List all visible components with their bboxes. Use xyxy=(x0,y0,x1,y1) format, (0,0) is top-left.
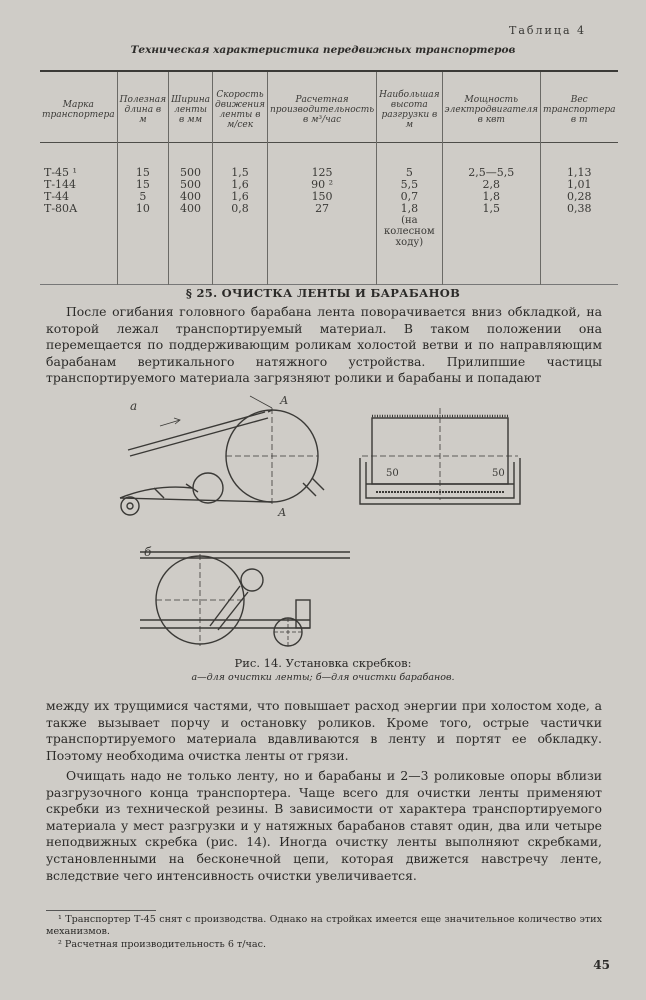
figure-caption: Рис. 14. Установка скребков: xyxy=(234,656,412,670)
figure-label-a: а xyxy=(130,399,138,413)
column-header: Марка транспортера xyxy=(42,100,115,120)
column-header: Вес транспортера в т xyxy=(540,71,617,143)
column-header: Расчетная производительность в м³/час xyxy=(268,71,377,143)
table-cell: 15 xyxy=(117,179,169,191)
table-cell: 1,5 xyxy=(442,203,540,285)
table-cell: Т-45 ¹ xyxy=(44,166,77,179)
table-cell: 0,38 xyxy=(540,203,617,285)
table-cell xyxy=(377,203,442,285)
table-cell: 0,28 xyxy=(540,191,617,203)
table-cell: 500 xyxy=(169,143,213,180)
section-heading: § 25. ОЧИСТКА ЛЕНТЫ И БАРАБАНОВ xyxy=(185,286,461,300)
paragraph: между их трущимися частями, что повышает расход энергии при холостом ходе, а также вызывает порчу и остановку роликов. Кроме того, острые частички транспортируемого материала вдавливаются в ленту и портят ее обкладку. Поэтому необходима очистка ленты от грязи. xyxy=(46,698,602,763)
footnote: ² Расчетная производительность 6 т/час. xyxy=(58,939,267,950)
table-cell: Т-44 xyxy=(44,190,70,203)
table-cell: 0,8 xyxy=(213,203,268,285)
table-cell: 500 xyxy=(169,179,213,191)
table-cell: 2,8 xyxy=(442,179,540,191)
page-number: 45 xyxy=(593,958,610,972)
table-cell: 1,5 xyxy=(213,143,268,180)
figure-dim-left: 50 xyxy=(386,468,399,479)
drawing-a-belt-drum xyxy=(120,396,324,515)
table-cell: 2,5—5,5 xyxy=(442,143,540,180)
table-title: Техническая характеристика передвижных транспортеров xyxy=(130,44,516,56)
tech-spec-table xyxy=(40,70,618,285)
table-cell: 90 ² xyxy=(268,179,377,191)
column-header: Мощность электродвигателя в квт xyxy=(442,71,540,143)
table-row xyxy=(40,143,618,180)
table-cell: 5,5 xyxy=(377,179,442,191)
drawing-b-drum xyxy=(140,552,350,646)
figure-label-A-top: А xyxy=(280,394,289,407)
table-cell: 150 xyxy=(268,191,377,203)
table-cell: 5 xyxy=(117,191,169,203)
paragraph: Очищать надо не только ленту, но и барабаны и 2—3 роликовые опоры вблизи разгрузочного конца транспортера. Чаще всего для очистки ленты применяют скребки из технической резины. В зависимости от характера транспортируемого материала у мест разгрузки и у натяжных барабанов ставят один, два или четыре неподвижных скребка (рис. 14). Иногда очистку ленты выполняют скребками, установленными на бесконечной цепи, которая движется навстречу ленте, вследствие чего интенсивность очистки увеличивается. xyxy=(46,768,602,883)
paragraph: После огибания головного барабана лента поворачивается вниз обкладкой, на которой лежал транспортируемый материал. В таком положении она перемещается по поддерживающим роликам холостой ветви и по направляющим барабанам вертикального натяжного устройства. Прилипшие частицы транспортируемого материала загрязняют ролики и барабаны и попадают xyxy=(46,304,602,386)
table-header-row xyxy=(40,71,618,143)
table-cell: 400 xyxy=(169,203,213,285)
table-cell: 1,13 xyxy=(540,143,617,180)
table-cell: 27 xyxy=(268,203,377,285)
table-cell: 5 xyxy=(377,143,442,180)
figure-scrapers xyxy=(100,388,540,650)
table-cell: 15 xyxy=(117,143,169,180)
table-cell: 1,6 xyxy=(213,179,268,191)
table-cell: 1,01 xyxy=(540,179,617,191)
table-cell: 0,7 xyxy=(377,191,442,203)
figure-dim-right: 50 xyxy=(492,468,505,479)
table-cell: Т-144 xyxy=(44,178,77,191)
figure-label-b: б xyxy=(144,545,152,559)
table-cell: 400 xyxy=(169,191,213,203)
table-cell: 10 xyxy=(117,203,169,285)
footnote: ¹ Транспортер Т-45 снят с производства. Однако на стройках имеется еще значительное количество этих механизмов. xyxy=(46,914,602,937)
table-label: Таблица 4 xyxy=(509,24,586,37)
column-header: Скорость движения ленты в м/сек xyxy=(213,71,268,143)
column-header: Наибольшая высота разгрузки в м xyxy=(377,71,442,143)
footnote-rule xyxy=(46,910,156,911)
drawing-a-section xyxy=(360,408,520,504)
table-cell-note: (на колесном ходу) xyxy=(384,215,435,248)
table-row xyxy=(40,203,618,285)
figure-label-A-bottom: А xyxy=(278,506,287,519)
column-header: Полезная длина в м xyxy=(117,71,169,143)
table-cell: 1,6 xyxy=(213,191,268,203)
table-cell: 125 xyxy=(268,143,377,180)
table-cell: 1,8 xyxy=(442,191,540,203)
table-cell-value: 1,8 xyxy=(400,202,419,215)
figure-caption-sub: а—для очистки ленты; б—для очистки барабанов. xyxy=(191,672,455,683)
column-header: Ширина ленты в мм xyxy=(169,71,213,143)
table-cell: Т-80А xyxy=(44,202,78,215)
